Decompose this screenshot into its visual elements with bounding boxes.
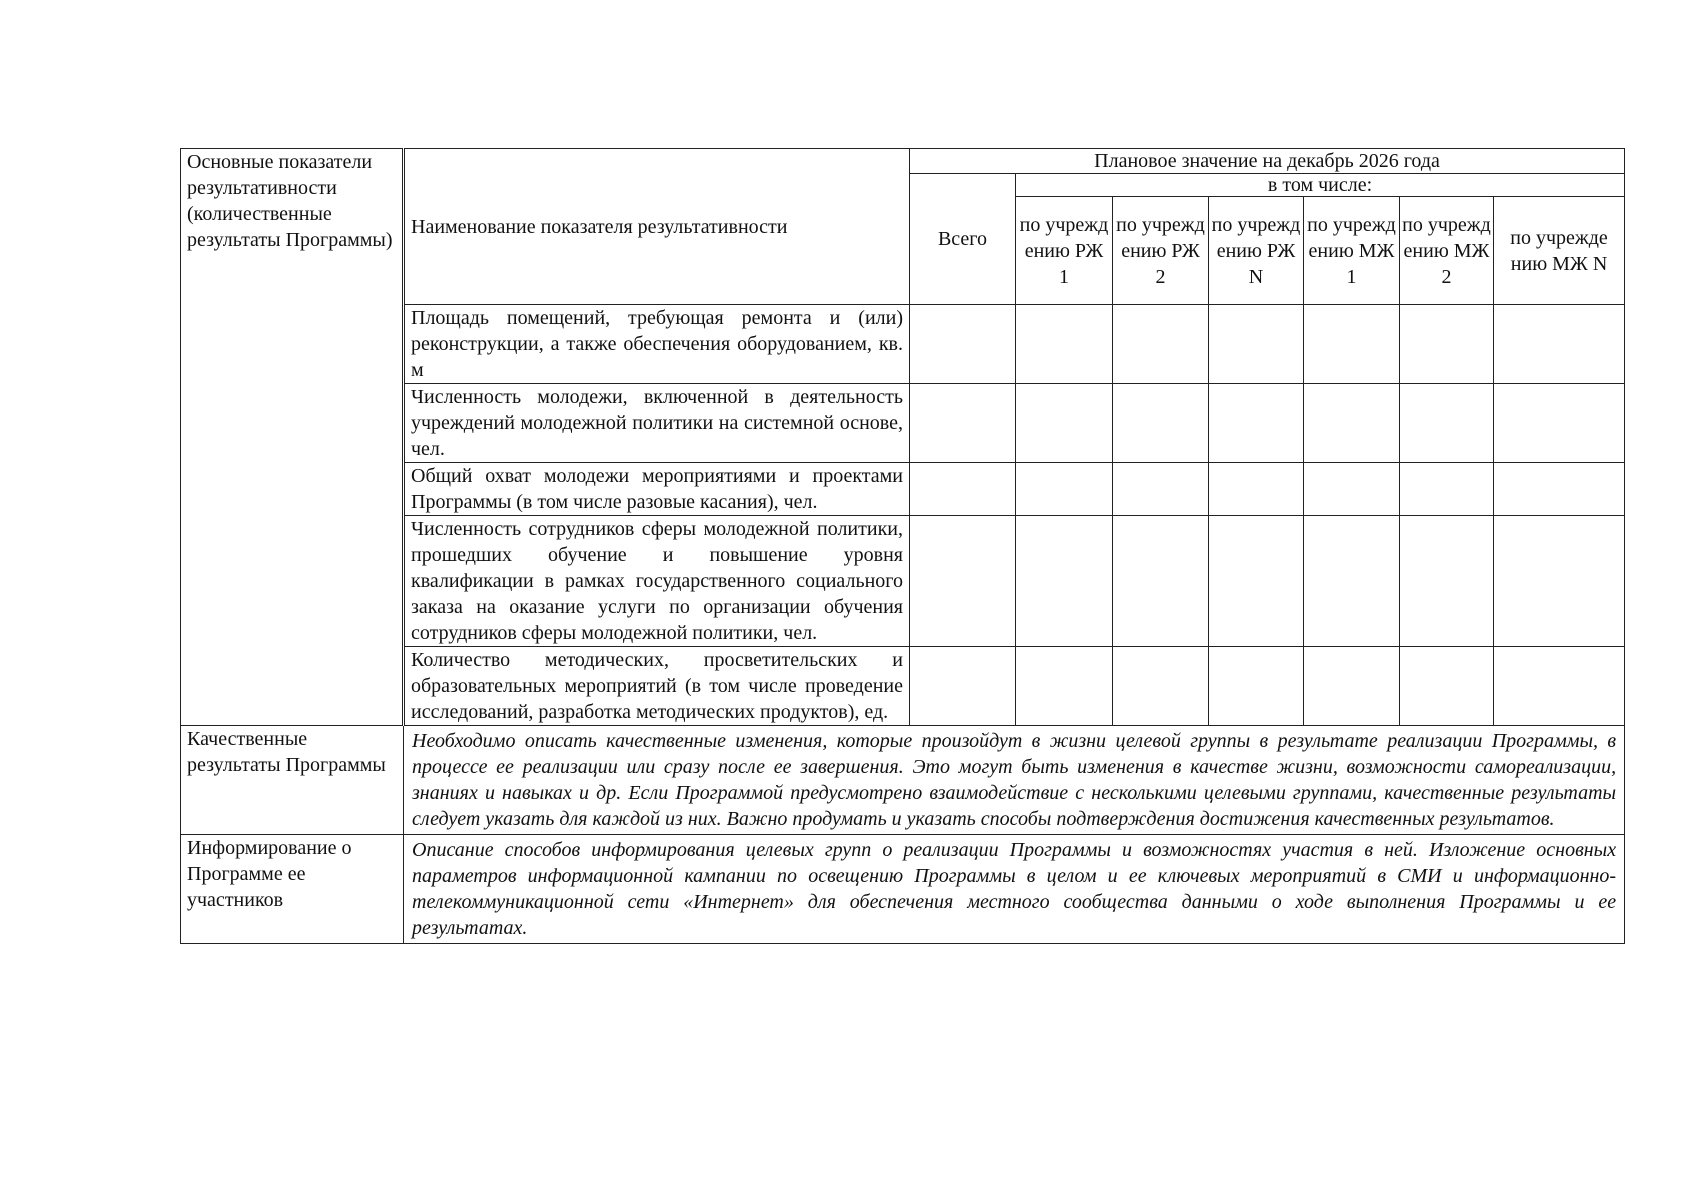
cell-value [1304, 384, 1400, 463]
including-header: в том числе: [1016, 174, 1625, 197]
cell-value [1113, 384, 1209, 463]
cell-value [1113, 463, 1209, 516]
col-header-rzhn: по учрежд ению РЖ N [1209, 197, 1304, 305]
col-header-rzh1: по учрежд ению РЖ 1 [1016, 197, 1113, 305]
qualitative-label: Качественные результаты Программы [181, 726, 404, 835]
cell-value [1209, 305, 1304, 384]
cell-value [910, 647, 1016, 726]
cell-value [1016, 647, 1113, 726]
cell-value [910, 516, 1016, 647]
qualitative-text: Необходимо описать качественные изменения, которые произойдут в жизни целевой группы в результате реализации Программы, в процессе ее реализации или сразу после ее завершения. Это могут быть изменения в качестве жизни, возможности самореализации, знаниях и навыках и др. Если Программой предусмотрено взаимодействие с несколькими целевыми группами, качественные результаты следует указать для каждой из них. Важно продумать и указать способы подтверждения достижения качественных результатов. [404, 726, 1625, 835]
cell-value [1400, 463, 1494, 516]
col-header-mzhn: по учрежде нию МЖ N [1494, 197, 1625, 305]
indicator-row-5: Количество методических, просветительских и образовательных мероприятий (в том числе проведение исследований, разработка методических продуктов), ед. [404, 647, 910, 726]
cell-value [1494, 384, 1625, 463]
indicator-name-header: Наименование показателя результативности [404, 149, 910, 305]
informing-text: Описание способов информирования целевых групп о реализации Программы и возможностях участия в ней. Изложение основных параметров информационной кампании по освещению Программы в целом и ее ключевых мероприятий в СМИ и информационно-телекоммуникационной сети «Интернет» для обеспечения местного сообщества данными о ходе выполнения Программы и ее результатах. [404, 835, 1625, 944]
cell-value [1016, 516, 1113, 647]
cell-value [1209, 384, 1304, 463]
cell-value [1304, 647, 1400, 726]
indicator-row-4: Численность сотрудников сферы молодежной политики, прошедших обучение и повышение уровня квалификации в рамках государственного социального заказа на оказание услуги по организации обучения сотрудников сферы молодежной политики, чел. [404, 516, 910, 647]
indicator-row-2: Численность молодежи, включенной в деятельность учреждений молодежной политики на системной основе, чел. [404, 384, 910, 463]
informing-label: Информирование о Программе ее участников [181, 835, 404, 944]
cell-value [910, 463, 1016, 516]
cell-value [1400, 516, 1494, 647]
cell-value [910, 384, 1016, 463]
col-header-mzh1: по учрежд ению МЖ 1 [1304, 197, 1400, 305]
cell-value [1400, 305, 1494, 384]
results-table [180, 148, 1625, 944]
cell-value [1304, 516, 1400, 647]
cell-value [1304, 463, 1400, 516]
cell-value [1494, 463, 1625, 516]
cell-value [1113, 647, 1209, 726]
cell-value [910, 305, 1016, 384]
cell-value [1494, 305, 1625, 384]
cell-value [1209, 463, 1304, 516]
cell-value [1113, 516, 1209, 647]
cell-value [1016, 305, 1113, 384]
indicator-row-1: Площадь помещений, требующая ремонта и (или) реконструкции, а также обеспечения оборудованием, кв. м [404, 305, 910, 384]
col-header-mzh2: по учрежд ению МЖ 2 [1400, 197, 1494, 305]
section-basic-label: Основные показатели результативности (количественные результаты Программы) [181, 149, 404, 726]
cell-value [1494, 516, 1625, 647]
cell-value [1400, 384, 1494, 463]
col-header-rzh2: по учрежд ению РЖ 2 [1113, 197, 1209, 305]
cell-value [1209, 516, 1304, 647]
cell-value [1304, 305, 1400, 384]
indicator-row-3: Общий охват молодежи мероприятиями и проектами Программы (в том числе разовые касания), чел. [404, 463, 910, 516]
cell-value [1016, 463, 1113, 516]
total-header: Всего [910, 174, 1016, 305]
cell-value [1494, 647, 1625, 726]
cell-value [1400, 647, 1494, 726]
cell-value [1016, 384, 1113, 463]
plan-value-header: Плановое значение на декабрь 2026 года [910, 149, 1625, 174]
cell-value [1209, 647, 1304, 726]
cell-value [1113, 305, 1209, 384]
